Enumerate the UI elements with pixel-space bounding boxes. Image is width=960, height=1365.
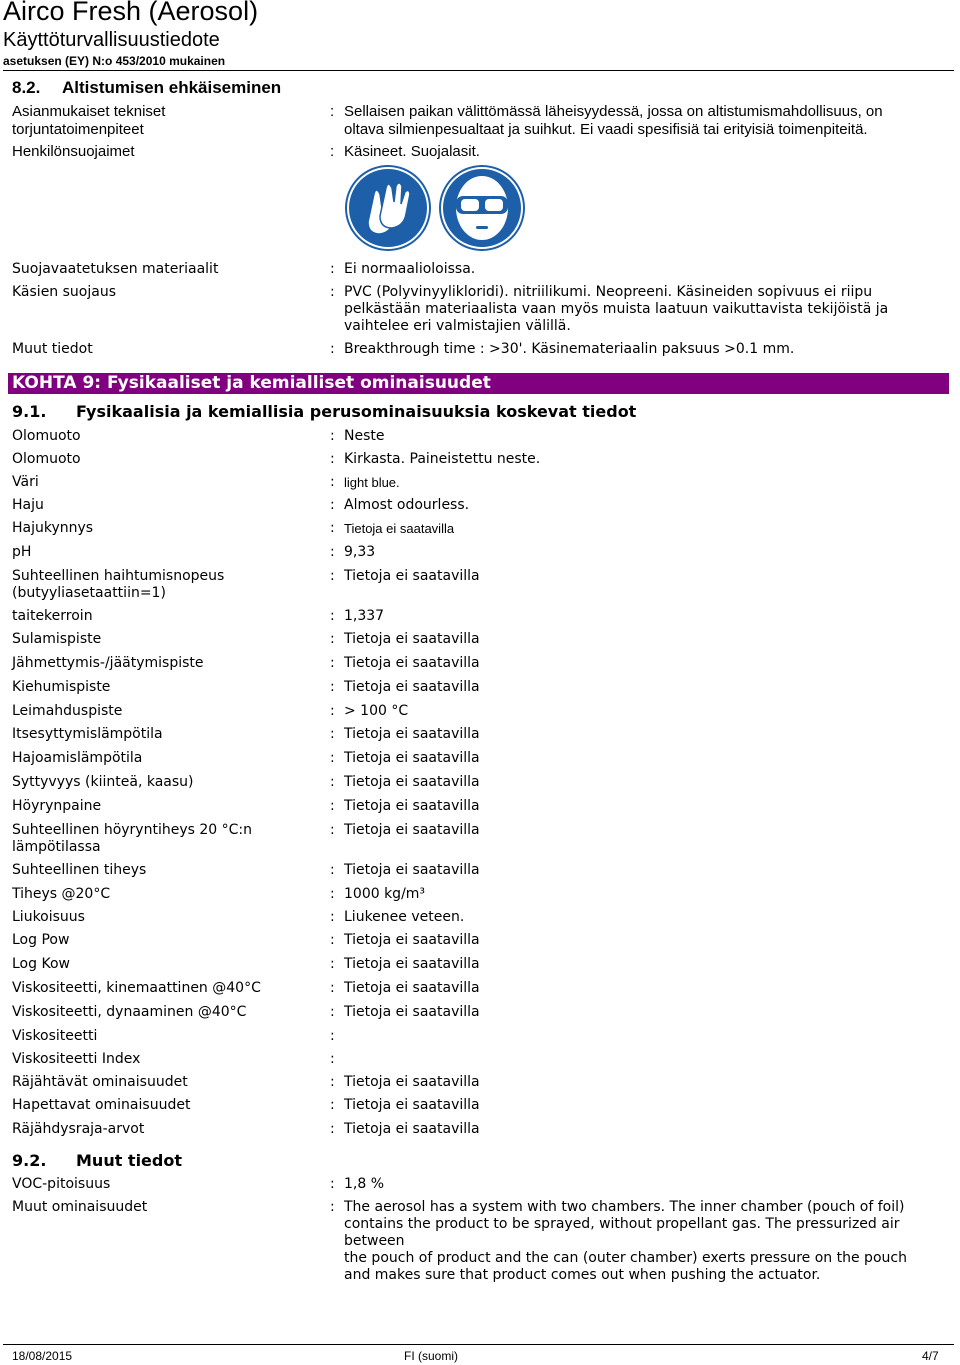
ppe-value: Käsineet. Suojalasit. [344,143,480,160]
property-value: Tietoja ei saatavilla [344,750,480,766]
property-label-line: Tiheys @20°C [12,886,111,902]
property-label [12,1051,140,1068]
section-9-title: KOHTA 9: Fysikaaliset ja kemialliset ominaisuudet [12,373,491,393]
property-label [12,980,261,997]
subsection-9-1-heading [12,402,636,421]
property-value: Tietoja ei saatavilla [344,679,480,695]
other-properties-value [344,1199,907,1284]
tech-measures-value [344,103,883,139]
property-label [12,932,69,949]
colon: : [330,655,335,671]
property-label [12,568,224,602]
section-title: Altistumisen ehkäiseminen [62,78,282,97]
property-value: Tietoja ei saatavilla [344,1074,480,1090]
property-label-line: Suhteellinen haihtumisnopeus [12,568,225,584]
colon: : [330,608,335,624]
tech-value-line-2: oltava silmienpesualtaat ja suihkut. Ei vaadi spesifisiä tai erityisiä toimenpiteitä. [344,121,868,138]
property-label [12,1028,97,1045]
property-label-line: taitekerroin [12,608,93,624]
property-label [12,428,81,445]
property-label [12,774,194,791]
property-label-line: Viskositeetti Index [12,1051,141,1067]
subsection-title: Fysikaalisia ja kemiallisia perusominaisuuksia koskevat tiedot [76,402,637,421]
property-label [12,655,204,672]
colon: : [330,103,335,120]
hand-protection-label: Käsien suojaus [12,284,117,300]
other-info-label: Muut tiedot [12,341,93,357]
voc-value: 1,8 % [344,1176,385,1192]
subsection-title: Muut tiedot [76,1151,182,1170]
colon: : [330,1004,335,1020]
property-label-line: Log Pow [12,932,70,948]
property-value: Kirkasta. Paineistettu neste. [344,451,541,467]
colon: : [330,497,335,513]
footer-date: 18/08/2015 [12,1349,73,1363]
property-value: Tietoja ei saatavilla [344,1004,480,1020]
property-value: Tietoja ei saatavilla [344,932,480,948]
footer-divider [3,1344,954,1345]
property-label-line: Haju [12,497,44,513]
header-divider [3,70,954,71]
property-label [12,726,163,743]
colon: : [330,822,335,838]
property-label-line: Log Kow [12,956,70,972]
property-value: 9,33 [344,544,376,560]
property-value: Liukenee veteen. [344,909,465,925]
goggles-icon [438,164,526,252]
tech-measures-label [12,103,165,139]
property-label-line: (butyyliasetaattiin=1) [12,585,166,601]
colon: : [330,568,335,584]
property-value: Tietoja ei saatavilla [344,726,480,742]
property-label [12,1074,188,1091]
property-label-line: Suhteellinen tiheys [12,862,147,878]
property-label-line: Liukoisuus [12,909,85,925]
property-label [12,1097,190,1114]
property-label-line: Väri [12,474,39,490]
colon: : [330,703,335,719]
material-label: Suojavaatetuksen materiaalit [12,261,219,277]
colon: : [330,1199,335,1215]
colon: : [330,886,335,902]
property-value: Tietoja ei saatavilla [344,521,455,536]
property-label [12,1121,144,1138]
gloves-icon [344,164,432,252]
colon: : [330,1051,335,1067]
colon: : [330,544,335,560]
property-label [12,520,93,537]
property-label-line: Höyrynpaine [12,798,102,814]
other-properties-label: Muut ominaisuudet [12,1199,148,1215]
section-number: 8.2. [12,78,41,97]
colon: : [330,451,335,467]
document-title: Airco Fresh (Aerosol) [3,0,259,26]
subsection-9-2-heading [12,1151,182,1170]
other-value-line-1: The aerosol has a system with two chambers. The inner chamber (pouch of foil) [344,1199,905,1215]
ppe-label: Henkilönsuojaimet [12,143,135,160]
property-value: Tietoja ei saatavilla [344,568,480,584]
regulation-note: asetuksen (EY) N:o 453/2010 mukainen [3,54,226,68]
colon: : [330,980,335,996]
other-value-line-2: contains the product to be sprayed, without propellant gas. The pressurized air [344,1216,900,1232]
property-label-line: Hajukynnys [12,520,94,536]
hand-protection-value [344,284,888,335]
property-label-line: pH [12,544,32,560]
property-label [12,451,81,468]
colon: : [330,862,335,878]
property-value: 1000 kg/m³ [344,886,426,902]
property-label-line: Kiehumispiste [12,679,111,695]
property-label [12,544,31,561]
property-label-line: Viskositeetti [12,1028,98,1044]
property-value: Tietoja ei saatavilla [344,631,480,647]
other-value-line-5: and makes sure that product comes out when pushing the actuator. [344,1267,821,1283]
tech-value-line-1: Sellaisen paikan välittömässä läheisyydessä, jossa on altistumismahdollisuus, on [344,103,883,120]
property-label-line: Räjähtävät ominaisuudet [12,1074,188,1090]
property-label-line: lämpötilassa [12,839,101,855]
property-label [12,703,122,720]
colon: : [330,750,335,766]
colon: : [330,631,335,647]
property-label-line: Jähmettymis-/jäätymispiste [12,655,204,671]
property-label [12,608,93,625]
property-label [12,798,101,815]
property-value: 1,337 [344,608,385,624]
property-label-line: Olomuoto [12,428,81,444]
subsection-number: 9.1. [12,402,47,421]
colon: : [330,341,335,357]
footer-page: 4/7 [922,1349,939,1363]
property-label [12,474,39,491]
colon: : [330,143,335,160]
property-label [12,909,85,926]
subsection-number: 9.2. [12,1151,47,1170]
property-label-line: Viskositeetti, dynaaminen @40°C [12,1004,247,1020]
property-label [12,862,146,879]
property-label-line: Syttyvyys (kiinteä, kaasu) [12,774,194,790]
colon: : [330,798,335,814]
property-value: Tietoja ei saatavilla [344,1121,480,1137]
property-value: Tietoja ei saatavilla [344,956,480,972]
colon: : [330,774,335,790]
property-label-line: Olomuoto [12,451,81,467]
property-label-line: Hajoamislämpötila [12,750,143,766]
property-value: Tietoja ei saatavilla [344,822,480,838]
colon: : [330,909,335,925]
property-value: Tietoja ei saatavilla [344,980,480,996]
document-subtitle: Käyttöturvallisuustiedote [3,29,220,51]
colon: : [330,956,335,972]
footer-language: FI (suomi) [404,1349,458,1363]
colon: : [330,1028,335,1044]
colon: : [330,1176,335,1192]
colon: : [330,932,335,948]
hand-value-line-3: vaihtelee eri valmistajien välillä. [344,318,571,334]
tech-label-line-1: Asianmukaiset tekniset [12,103,166,120]
property-label-line: Leimahduspiste [12,703,123,719]
property-value: Neste [344,428,385,444]
colon: : [330,1097,335,1113]
colon: : [330,261,335,277]
colon: : [330,726,335,742]
section-8-2-heading [12,78,281,98]
property-label-line: Itsesyttymislämpötila [12,726,163,742]
property-label-line: Hapettavat ominaisuudet [12,1097,191,1113]
property-value: Tietoja ei saatavilla [344,655,480,671]
hand-value-line-1: PVC (Polyvinyylikloridi). nitriilikumi. Neopreeni. Käsineiden sopivuus ei riipu [344,284,873,300]
property-label-line: Sulamispiste [12,631,102,647]
colon: : [330,679,335,695]
property-label [12,822,252,856]
property-label [12,750,142,767]
property-value: Tietoja ei saatavilla [344,1097,480,1113]
property-value: Tietoja ei saatavilla [344,862,480,878]
colon: : [330,1121,335,1137]
property-value: Tietoja ei saatavilla [344,798,480,814]
property-label [12,497,44,514]
colon: : [330,284,335,300]
property-label [12,631,101,648]
property-label [12,886,110,903]
colon: : [330,474,335,490]
other-info-value: Breakthrough time : >30'. Käsinemateriaalin paksuus >0.1 mm. [344,341,795,357]
property-value: Almost odourless. [344,497,470,513]
property-label-line: Räjähdysraja-arvot [12,1121,145,1137]
colon: : [330,520,335,536]
property-value: > 100 °C [344,703,409,719]
hand-value-line-2: pelkästään materiaalista vaan myös muista laatuun vaikuttavista tekijöistä ja [344,301,889,317]
other-value-line-3: between [344,1233,405,1249]
tech-label-line-2: torjuntatoimenpiteet [12,121,144,138]
other-value-line-4: the pouch of product and the can (outer chamber) exerts pressure on the pouch [344,1250,907,1266]
property-label [12,679,110,696]
property-value: light blue. [344,475,400,490]
colon: : [330,428,335,444]
voc-label: VOC-pitoisuus [12,1176,111,1192]
property-label [12,956,70,973]
material-value: Ei normaalioloissa. [344,261,476,277]
colon: : [330,1074,335,1090]
property-label [12,1004,246,1021]
property-label-line: Suhteellinen höyryntiheys 20 °C:n [12,822,252,838]
property-value: Tietoja ei saatavilla [344,774,480,790]
property-label-line: Viskositeetti, kinemaattinen @40°C [12,980,261,996]
